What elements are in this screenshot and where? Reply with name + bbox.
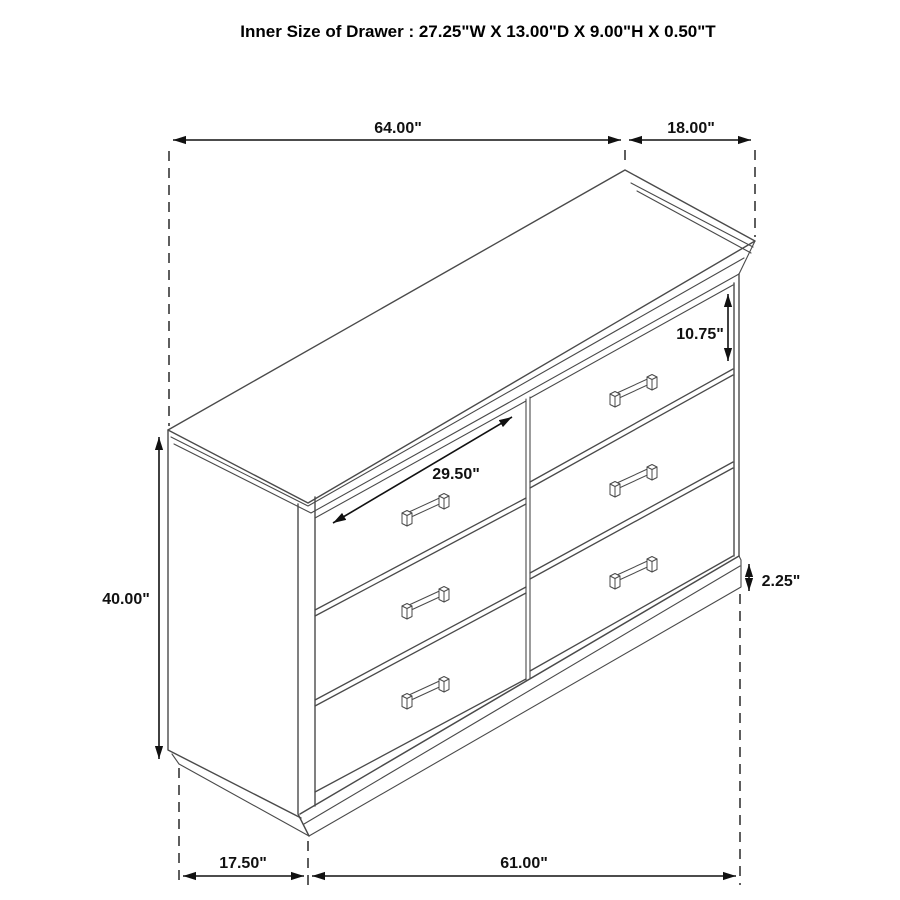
front-right-edge: [734, 274, 739, 556]
dim-label-top-drawer-height: 10.75": [676, 326, 724, 343]
right-drawer-dividers: [530, 369, 733, 671]
dim-label-bottom-front-width: 61.00": [500, 855, 548, 872]
dim-label-bottom-side-depth: 17.50": [219, 855, 267, 872]
dresser-top-face: [168, 170, 755, 503]
dim-label-base-height: 2.25": [761, 573, 801, 590]
diagram-title: Inner Size of Drawer : 27.25"W X 13.00"D X 9.00"H X 0.50"T: [240, 22, 716, 41]
dim-label-drawer-diagonal: 29.50": [432, 466, 480, 483]
left-drawer-dividers: [315, 498, 526, 792]
base-plinth: [300, 556, 739, 814]
front-left-stile: [298, 497, 315, 836]
center-stile: [526, 397, 530, 680]
dim-label-top-width: 64.00": [374, 120, 422, 137]
base-plinth-lines: [304, 556, 741, 836]
dresser-side-base: [172, 754, 309, 836]
dim-label-top-depth: 18.00": [667, 120, 715, 137]
dresser-drawing: [168, 170, 755, 836]
dim-label-overall-height: 40.00": [102, 591, 150, 608]
